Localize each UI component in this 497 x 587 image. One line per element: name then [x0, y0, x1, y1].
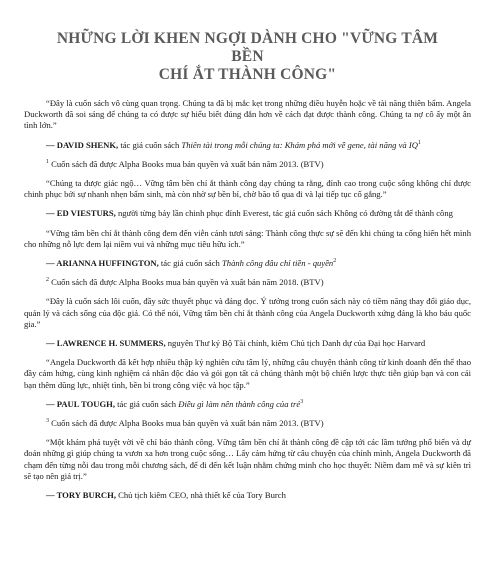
- book-title: Thiên tài trong mỗi chúng ta: Khám phá mới về gene, tài năng và IQ: [181, 139, 418, 150]
- author-name: — ED VIESTURS,: [46, 208, 116, 219]
- footnote-text: Cuốn sách đã được Alpha Books mua bản quyền và xuất bản năm 2013. (BTV): [51, 158, 324, 169]
- quote-attribution: [24, 338, 471, 349]
- praise-quote: “Angela Duckworth đã kết hợp nhiều thập kỷ nghiên cứu tâm lý, những câu chuyện thành công từ kinh doanh đến thể thao đầy cảm hứng, cùng kinh nghiệm cá nhân độc đáo và gói gọn tất cả chúng thành một bộ chiến lược thực tiễn giúp bạn và con cái bạn thêm dũng lực, nhiệt tình, bền bỉ trong công việc và học tập.”: [24, 357, 471, 390]
- author-role: Chủ tịch kiêm CEO, nhà thiết kế của Tory Burch: [115, 490, 286, 501]
- praise-quote: “Vững tâm bền chí ắt thành công đem đến viễn cảnh tươi sáng: Thành công thực sự sẽ đến khi chúng ta cống hiến hết mình cho những nỗ lực đem lại niềm vui và những mục tiêu hữu ích.”: [24, 227, 471, 249]
- author-role: tác giả cuốn sách: [115, 398, 179, 409]
- quote-attribution: [24, 258, 471, 269]
- author-role: tác giả cuốn sách: [118, 139, 182, 150]
- book-title: Điều gì làm nên thành công của trẻ: [178, 398, 301, 409]
- footnote-marker: 3: [300, 398, 304, 405]
- footnote-text: Cuốn sách đã được Alpha Books mua bản quyền và xuất bản năm 2018. (BTV): [51, 277, 324, 288]
- page-title: [44, 30, 451, 84]
- author-name: — DAVID SHENK,: [46, 139, 119, 150]
- footnote: [24, 159, 471, 170]
- author-name: — LAWRENCE H. SUMMERS,: [46, 338, 166, 349]
- title-line-1: NHỮNG LỜI KHEN NGỢI DÀNH CHO "VỮNG TÂM BỀN: [56, 30, 439, 65]
- footnote-number: 2: [46, 277, 49, 284]
- author-name: — ARIANNA HUFFINGTON,: [46, 258, 159, 269]
- footnote-marker: 1: [417, 139, 421, 146]
- praise-quote: “Một khám phá tuyệt vời về chỉ báo thành công. Vững tâm bền chí ắt thành công đề cập tới các lầm tưởng phổ biến và dự đoán những gì giúp chúng ta vươn xa hơn trong cuộc sống… Lấy cảm hứng từ câu chuyện của chính mình, Angela Duckworth đã chạm đến từng nỗi đau trong mỗi chương sách, để đi đến kết luận nhằm chứng minh cho học thuyết: Niềm đam mê và sự kiên trì sẽ tạo nên giá trị.”: [24, 437, 471, 481]
- praise-quote: “Đây là cuốn sách lôi cuốn, đầy sức thuyết phục và đáng đọc. Ý tưởng trong cuốn sách này có tiềm năng thay đổi giáo dục, quản lý và cách sống của độc giả. Có thể nói, Vững tâm bền chí ắt thành công của Angela Duckworth xứng đáng là kho báu quốc gia.”: [24, 296, 471, 329]
- author-role: nguyên Thư ký Bộ Tài chính, kiêm Chủ tịch Danh dự của Đại học Harvard: [165, 338, 426, 349]
- praise-quote: “Chúng ta được giác ngộ… Vững tâm bền chí ắt thành công dạy chúng ta rằng, đỉnh cao trong cuộc sống không chỉ được chinh phục bởi sự nhanh nhẹn bẩm sinh, mà còn nhờ sự bền bỉ, chờ bão tố qua đi và lại tiếp tục cố gắng.”: [24, 178, 471, 200]
- footnote-number: 3: [46, 418, 49, 425]
- footnote: [24, 277, 471, 288]
- footnote-marker: 2: [333, 258, 337, 265]
- footnote-number: 1: [46, 158, 49, 165]
- quote-attribution: [24, 490, 471, 501]
- author-role: người từng bảy lần chinh phục đỉnh Everest, tác giả cuốn sách Không có đường tắt để thành công: [115, 208, 453, 219]
- quote-attribution: [24, 399, 471, 410]
- author-name: — TORY BURCH,: [46, 490, 116, 501]
- title-line-2: CHÍ ẮT THÀNH CÔNG": [158, 66, 337, 83]
- quote-attribution: [24, 208, 471, 219]
- author-name: — PAUL TOUGH,: [46, 398, 116, 409]
- footnote-text: Cuốn sách đã được Alpha Books mua bản quyền và xuất bản năm 2013. (BTV): [51, 418, 324, 429]
- praise-quote: “Đây là cuốn sách vô cùng quan trọng. Chúng ta đã bị mắc kẹt trong những điều huyễn hoặc về tài năng thiên bẩm. Angela Duckworth đã soi sáng để chúng ta có được sự hiểu biết đúng đắn hơn về cách đạt được thành công. Chúng ta nợ cô ấy một ân tình lớn.”: [24, 98, 471, 131]
- quote-attribution: [24, 140, 471, 151]
- footnote: [24, 418, 471, 429]
- author-role: tác giả cuốn sách: [158, 258, 222, 269]
- book-title: Thành công đâu chỉ tiền - quyền: [222, 258, 334, 269]
